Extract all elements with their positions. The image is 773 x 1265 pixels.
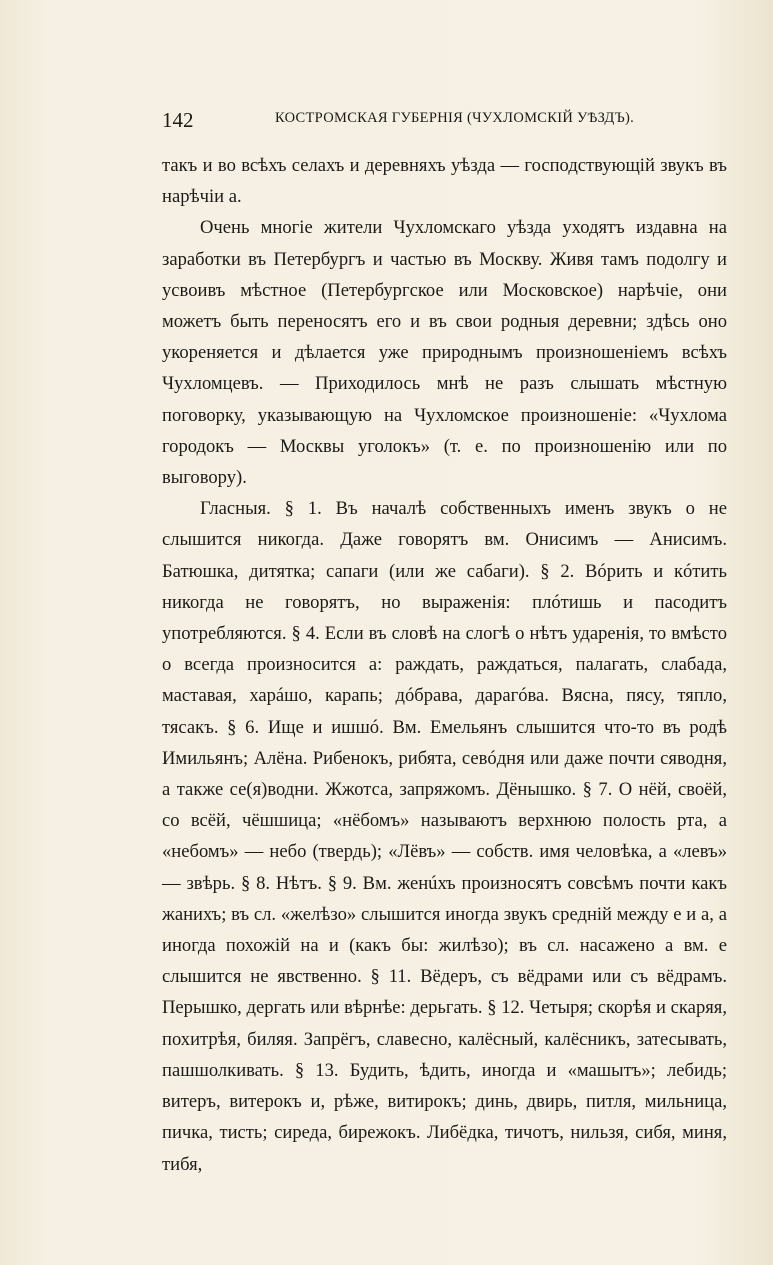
paragraph-vowels: Гласныя. § 1. Въ началѣ собственныхъ именъ звукъ о не слышится никогда. Даже говорятъ вм. Онисимъ — Анисимъ. Батюшка, дитятка; сапаги (или же сабаги). § 2. Вóрить и кóтить никогда не говорятъ, но выраженія: плóтишь и пасодитъ употребляются. § 4. Если въ словѣ на слогѣ о нѣтъ ударенія, то вмѣсто о всегда произносится а: раждать, раждаться, палагать, слабада, маставая, харáшо, карапь; дóбрава, дарагóва. Вясна, пясу, тяпло, тясакъ. § 6. Ище и ишшó. Вм. Емельянъ слышится что-то въ родѣ Имильянъ; Алёна. Рибенокъ, рибята, севóдня или даже почти сяводня, а также се(я)водни. Жжотса, запряжомъ. Дёнышко. § 7. О нёй, своёй, со всёй, чёшшица; «нёбомъ» называютъ верхнюю полость рта, а «небомъ» — небо (твердь); «Лёвъ» — собств. имя человѣка, а «левъ» — звѣрь. § 8. Нѣтъ. § 9. Вм. женúхъ произносятъ совсѣмъ почти какъ жанихъ; въ сл. «желѣзо» слышится иногда звукъ средній между е и а, а иногда похожій на и (какъ бы: жилѣзо); въ сл. насажено а вм. е слышится не явственно. § 11. Вёдеръ, съ вёдрами или съ вёдрамъ. Перышко, дергать или вѣрнѣе: дерьгать. § 12. Четыря; скорѣя и скаряя, похитрѣя, биляя. Запрёгъ, славесно, калёсный, калёсникъ, затесывать, пашшолкивать. § 13. Будить, ѣдить, иногда и «машытъ»; лебидь; витеръ, витерокъ и, рѣже, витирокъ; динь, двирь, питля, мильница, пичка, тисть; сиреда, бирежокъ. Либёдка, тичотъ, нильзя, сибя, миня, тибя, xyxy=(162,498,727,1175)
body-text xyxy=(162,150,727,1180)
paragraph-migration: Очень многіе жители Чухломскаго уѣзда уходятъ издавна на заработки въ Петербургъ и частью въ Москву. Живя тамъ подолгу и усвоивъ мѣстное (Петербургское или Московское) нарѣчіе, они можетъ быть переносятъ его и въ свои родныя деревни; здѣсь оно укореняется и дѣлается уже природнымъ произношеніемъ всѣхъ Чухломцевъ. — Приходилось мнѣ не разъ слышать мѣстную поговорку, указывающую на Чухломское произношеніе: «Чухлома городокъ — Москвы уголокъ» (т. е. по произношенію или по выговору). xyxy=(162,217,727,489)
running-head: КОСТРОМСКАЯ ГУБЕРНІЯ (ЧУХЛОМСКІЙ УѢЗДЪ). xyxy=(275,110,635,126)
paragraph-continuation: такъ и во всѣхъ селахъ и деревняхъ уѣзда — господствующій звукъ въ нарѣчіи а. xyxy=(162,155,727,208)
page-number: 142 xyxy=(162,108,194,132)
page-header xyxy=(162,108,727,138)
